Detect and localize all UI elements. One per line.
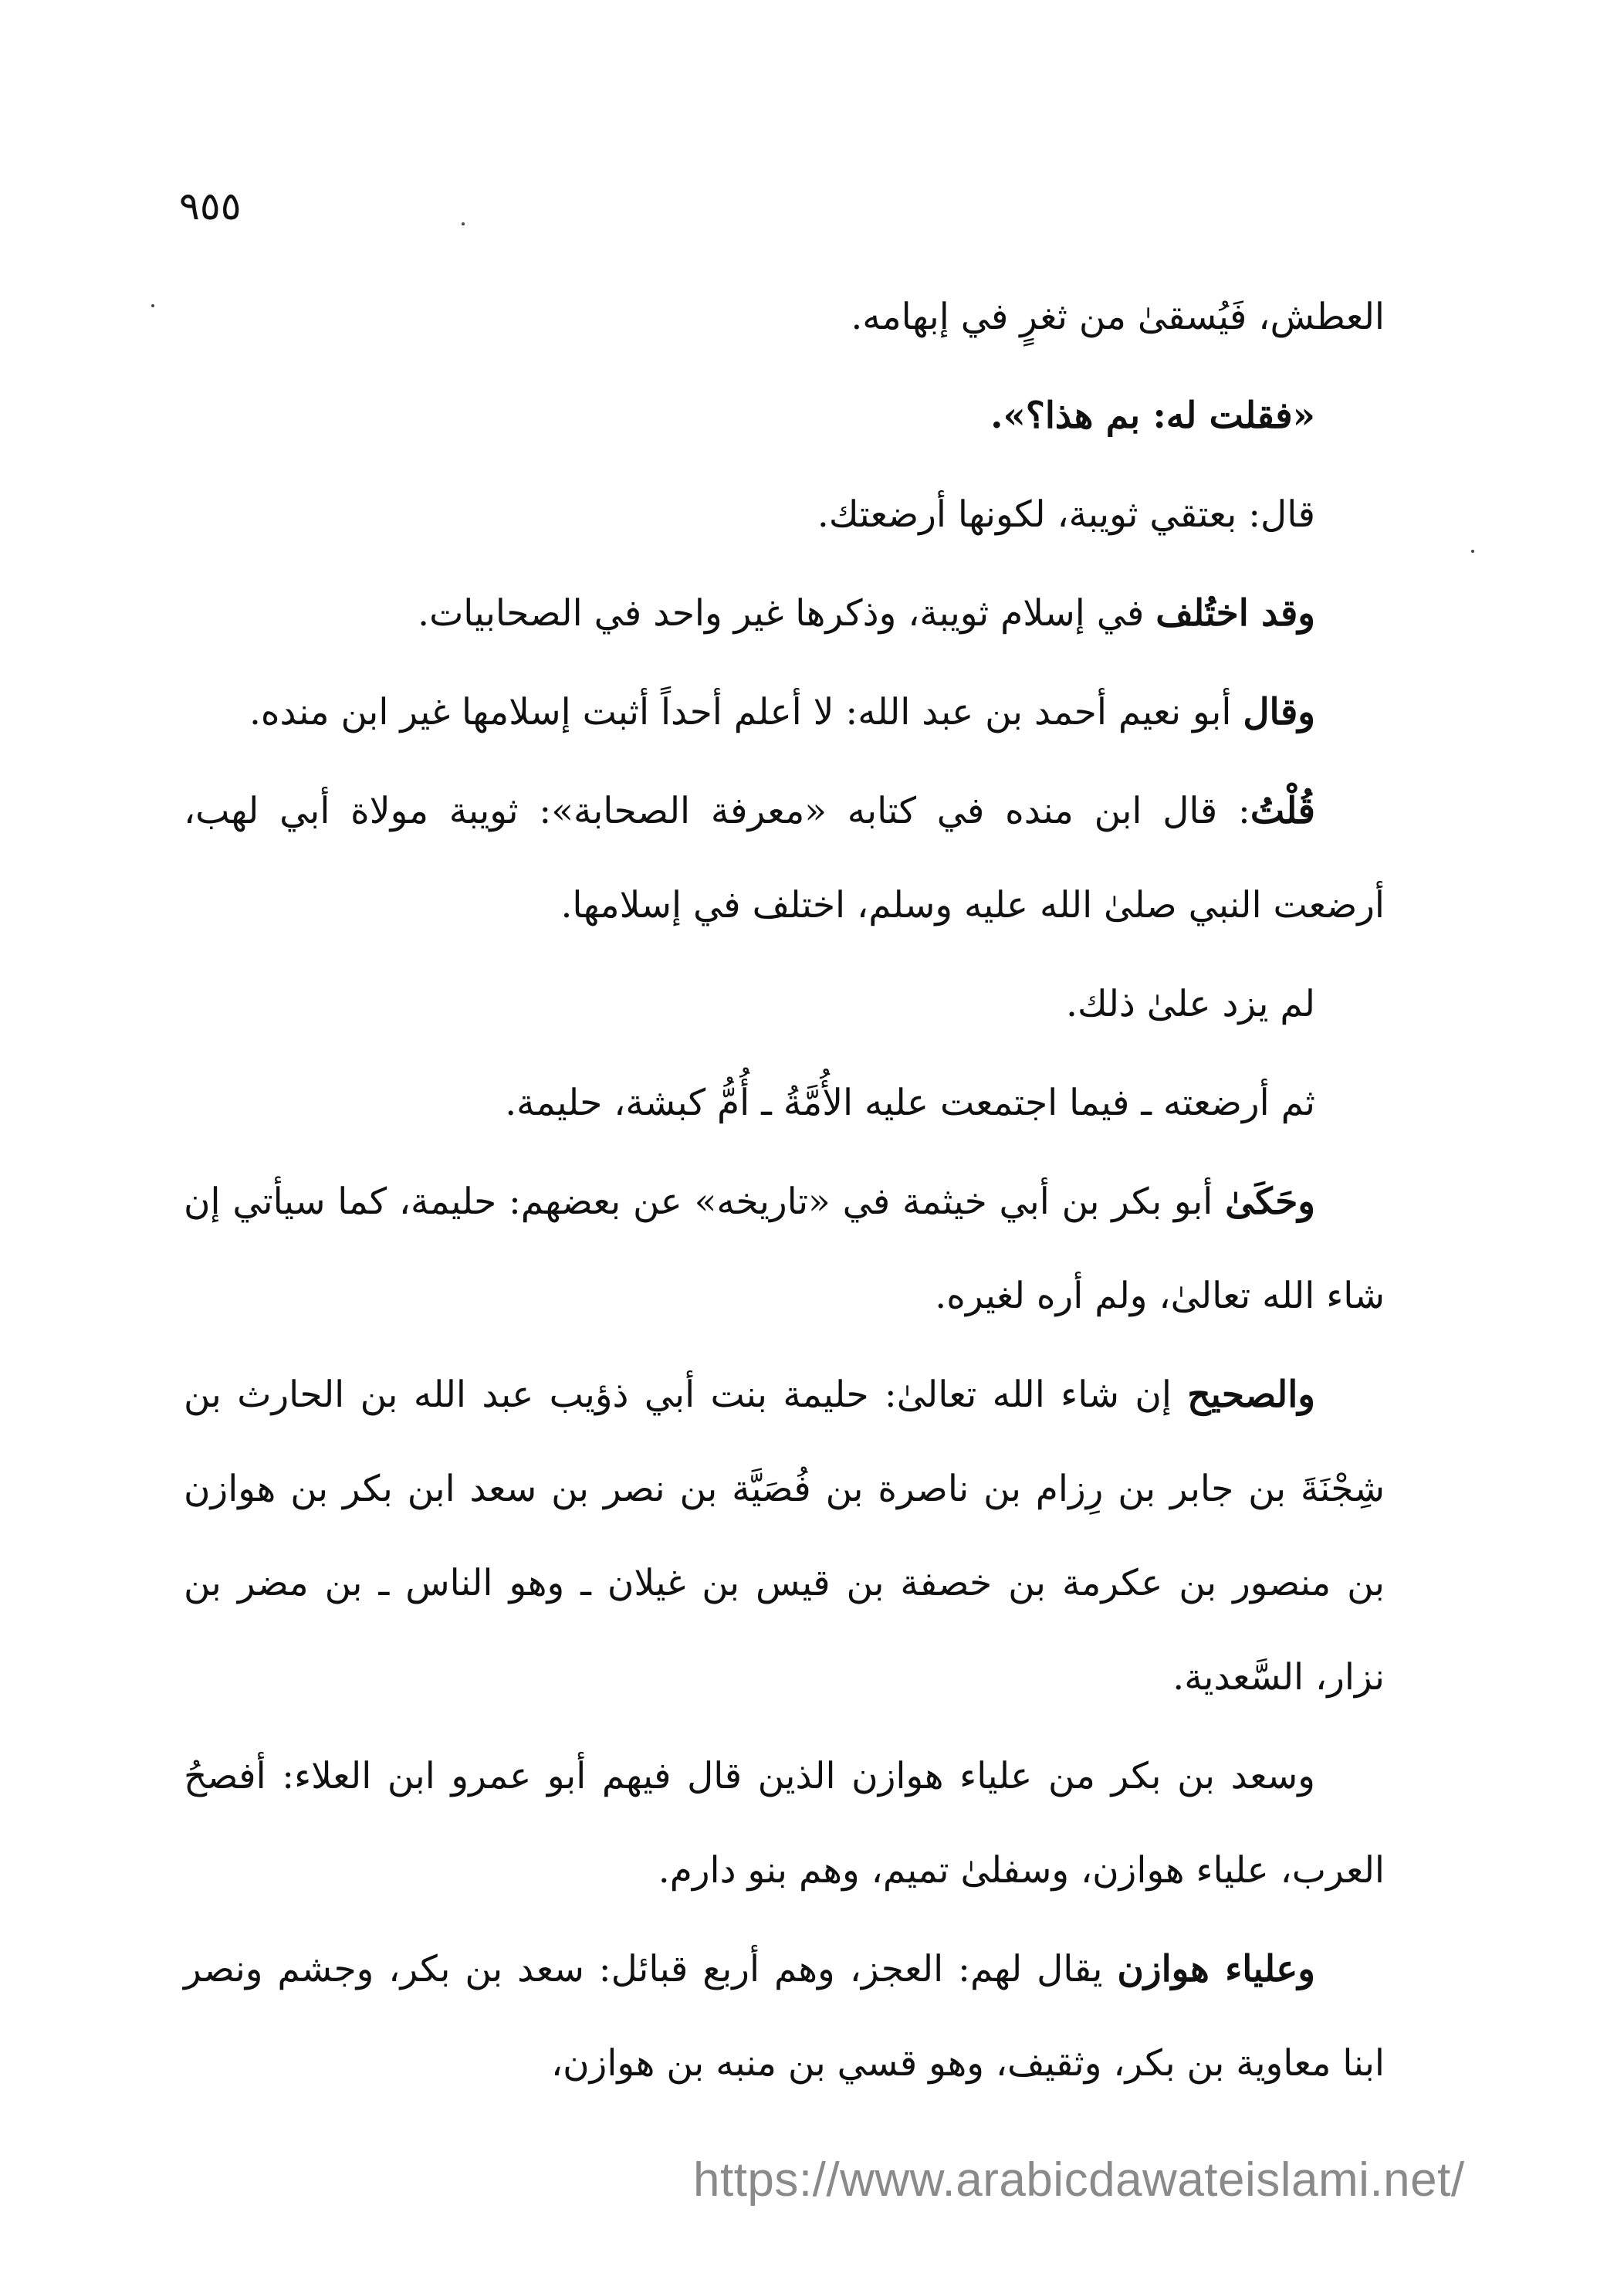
paragraph [184, 957, 1385, 1052]
paragraph [184, 270, 1385, 364]
scan-speck [1471, 550, 1474, 553]
paragraph-lead: وقال [1243, 691, 1315, 733]
paragraph [184, 1056, 1385, 1150]
paragraph-lead: وقد اختُلف [1155, 592, 1315, 635]
paragraph [184, 1155, 1385, 1343]
paragraph [184, 1729, 1385, 1918]
paragraph-lead: قُلْتُ [1250, 790, 1315, 832]
paragraph [184, 764, 1385, 953]
paragraph-lead: والصحيح [1187, 1374, 1315, 1416]
document-body [184, 270, 1385, 2116]
scan-speck [462, 222, 465, 225]
paragraph-text: يقال لهم: العجز، وهم أربع قبائل: سعد بن بكر، وجشم ونصر ابنا معاوية بن بكر، وثقيف، وهو قسي بن منبه بن هوازن، [184, 1948, 1385, 2085]
paragraph-text: لم يزد علىٰ ذلك. [1066, 983, 1315, 1025]
paragraph-text: إن شاء الله تعالىٰ: حليمة بنت أبي ذؤيب عبد الله بن الحارث بن شِجْنَةَ بن جابر بن رِزام بن ناصرة بن فُصَيَّة بن نصر بن سعد ابن بكر بن هوازن بن منصور بن عكرمة بن خصفة بن قيس بن غيلان ـ وهو الناس ـ بن مضر بن نزار، السَّعدية. [184, 1374, 1385, 1699]
paragraph-lead: وحَكَىٰ [1225, 1181, 1315, 1223]
paragraph-text: : قال ابن منده في كتابه «معرفة الصحابة»: ثويبة مولاة أبي لهب، أرضعت النبي صلىٰ الله عليه وسلم، اختلف في إسلامها. [184, 790, 1385, 927]
paragraph-text: العطش، فَيُسقىٰ من ثغرٍ في إبهامه. [851, 296, 1385, 338]
paragraph-lead: وعلياء هوازن [1117, 1948, 1315, 1990]
paragraph [184, 1922, 1385, 2111]
paragraph-text: وسعد بن بكر من علياء هوازن الذين قال فيهم أبو عمرو ابن العلاء: أفصحُ العرب، علياء هوازن، وسفلىٰ تميم، وهم بنو دارم. [184, 1755, 1385, 1892]
paragraph-text: قال: بعتقي ثويبة، لكونها أرضعتك. [817, 493, 1315, 536]
paragraph [184, 468, 1385, 562]
paragraph-text: ثم أرضعته ـ فيما اجتمعت عليه الأُمَّةُ ـ أُمُّ كبشة، حليمة. [505, 1082, 1315, 1124]
paragraph-lead: «فقلت له: بم هذا؟». [990, 395, 1315, 437]
scan-speck [151, 304, 154, 307]
paragraph [184, 666, 1385, 760]
watermark-url: https://www.arabicdawateislami.net/ [693, 2153, 1465, 2207]
paragraph [184, 1348, 1385, 1725]
paragraph [184, 567, 1385, 661]
paragraph [184, 369, 1385, 463]
page-number: ٩٥٥ [179, 184, 242, 229]
paragraph-text: أبو بكر بن أبي خيثمة في «تاريخه» عن بعضهم: حليمة، كما سيأتي إن شاء الله تعالىٰ، ولم أره لغيره. [184, 1181, 1385, 1317]
paragraph-text: في إسلام ثويبة، وذكرها غير واحد في الصحابيات. [418, 592, 1156, 635]
paragraph-text: أبو نعيم أحمد بن عبد الله: لا أعلم أحداً أثبت إسلامها غير ابن منده. [249, 691, 1243, 733]
